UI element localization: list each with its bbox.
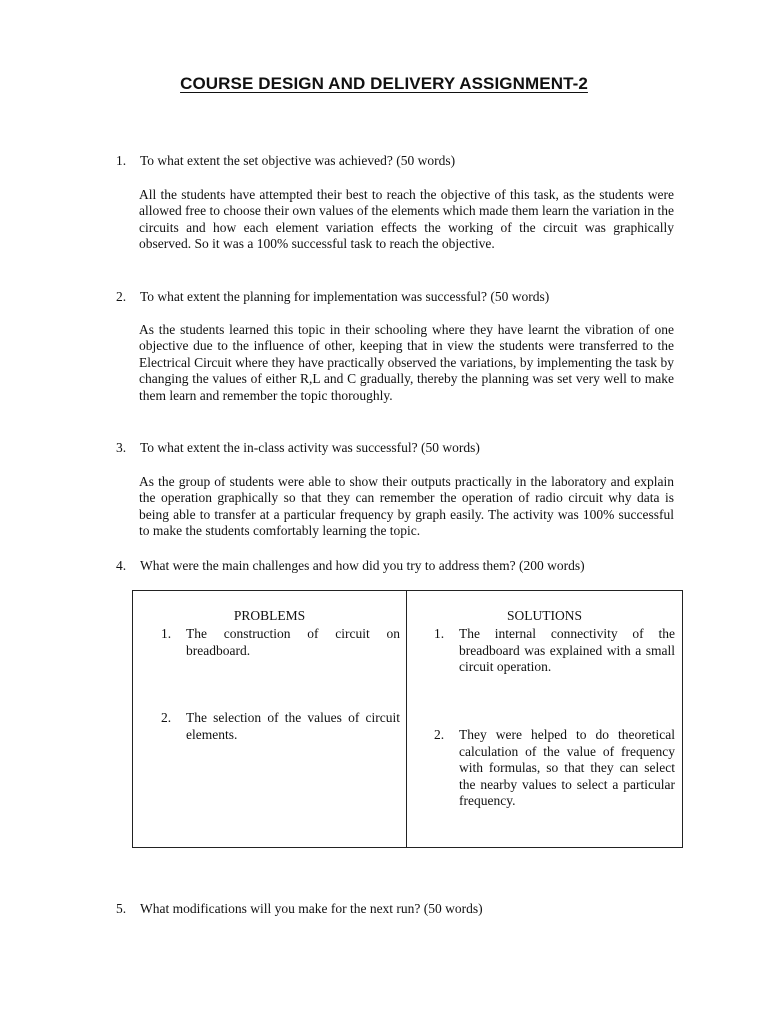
question-number: 2. xyxy=(116,289,127,304)
problem-item xyxy=(161,626,400,659)
solution-text: They were helped to do theoretical calculation of the value of frequency with formulas, so that they can select the nearby values to select a particular frequency. xyxy=(458,727,675,809)
answer-3: As the group of students were able to show their outputs practically in the laboratory and explain the operation graphically so that they can remember the operation of radio circuit why data is being able to transfer at a particular frequency by graph easily. The activity was 100% successful to make the students comfortably learning the topic. xyxy=(139,474,674,539)
solution-item xyxy=(433,626,675,676)
problem-number: 2. xyxy=(161,710,172,725)
question-text: What modifications will you make for the next run? (50 words) xyxy=(140,901,483,916)
solution-number: 2. xyxy=(433,727,445,742)
question-text: To what extent the set objective was achieved? (50 words) xyxy=(140,153,456,168)
answer-2: As the students learned this topic in their schooling where they have learnt the vibration of one objective due to the influence of other, keeping that in view the students were transferred to the Electrical Circuit where they have practically observed the variations, by implementing the task by changing the values of either R,L and C gradually, thereby the planning was set very well to make them learn and remember the topic thoroughly. xyxy=(139,322,674,403)
question-text: What were the main challenges and how did you try to address them? (200 words) xyxy=(140,558,585,573)
question-text: To what extent the planning for implementation was successful? (50 words) xyxy=(140,289,550,304)
problem-text: The construction of circuit on breadboard. xyxy=(186,626,400,658)
problem-item xyxy=(161,710,400,743)
problem-text: The selection of the values of circuit elements. xyxy=(186,710,400,742)
table-header-solutions: SOLUTIONS xyxy=(406,591,682,626)
question-number: 3. xyxy=(116,440,127,455)
table-header-problems: PROBLEMS xyxy=(133,591,407,626)
solution-item xyxy=(433,727,675,810)
page-title: COURSE DESIGN AND DELIVERY ASSIGNMENT-2 xyxy=(180,74,588,93)
problems-solutions-table xyxy=(132,590,683,848)
solution-text: The internal connectivity of the breadboard was explained with a small circuit operation. xyxy=(458,626,675,675)
solutions-cell xyxy=(406,625,682,848)
problem-number: 1. xyxy=(161,626,172,641)
question-number: 5. xyxy=(116,901,127,916)
answer-1: All the students have attempted their best to reach the objective of this task, as the students were allowed free to choose their own values of the elements which made them learn the variation in the circuits and how each element variation effects the working of the circuit was graphically observed. So it was a 100% successful task to reach the objective. xyxy=(139,187,674,252)
problems-cell xyxy=(133,625,407,848)
question-number: 4. xyxy=(116,558,127,573)
solution-number: 1. xyxy=(433,626,445,641)
question-text: To what extent the in-class activity was successful? (50 words) xyxy=(140,440,480,455)
question-number: 1. xyxy=(116,153,127,168)
